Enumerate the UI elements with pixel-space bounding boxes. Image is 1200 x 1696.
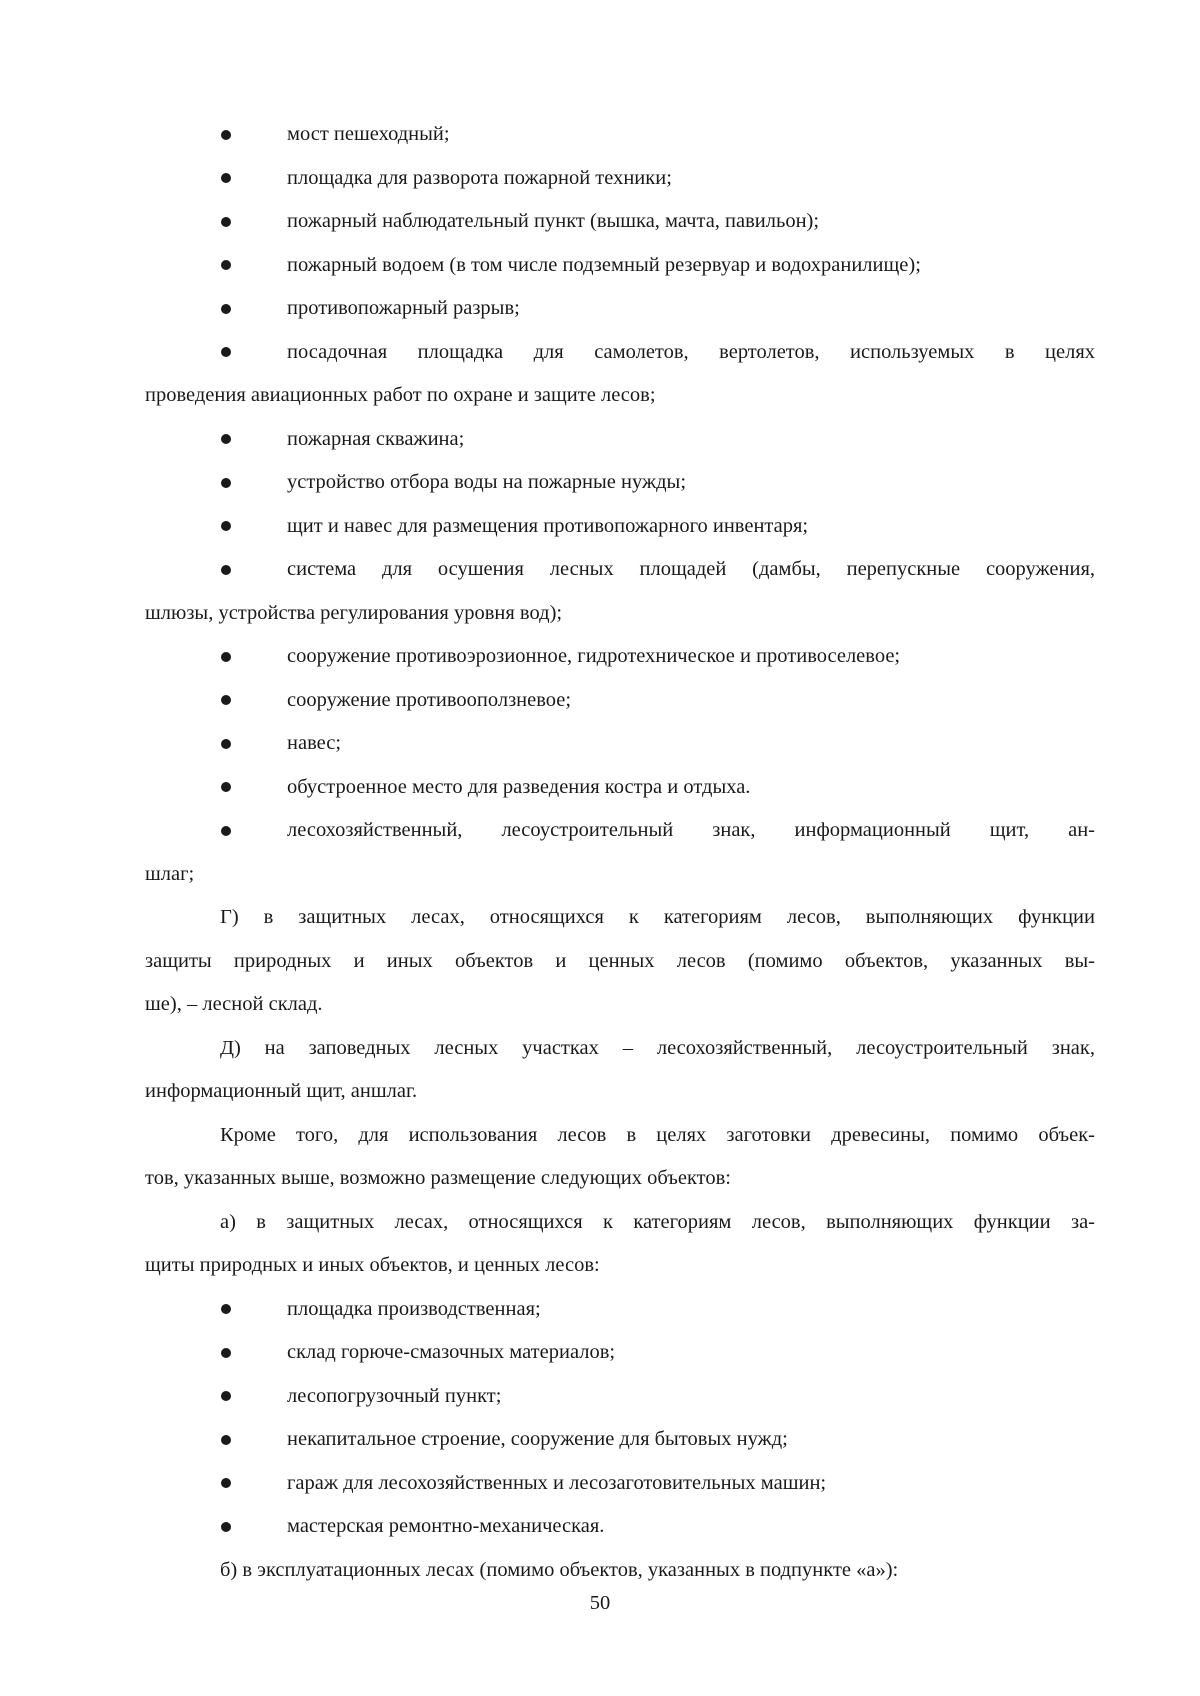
bullet-item [145, 722, 1095, 766]
bullet-item [145, 1418, 1095, 1462]
bullet-item [145, 548, 1095, 592]
bullet-item [145, 113, 1095, 157]
bullet-icon [221, 478, 231, 488]
bullet-icon [221, 1522, 231, 1532]
bullet-text: пожарный водоем (в том числе подземный резервуар и водохранилище); [287, 253, 921, 276]
bullet-item [145, 505, 1095, 549]
continuation-line: информационный щит, аншлаг. [145, 1080, 418, 1102]
bullet-icon [221, 347, 231, 357]
bullet-text: пожарная скважина; [287, 427, 465, 450]
bullet-icon [221, 1304, 231, 1314]
bullet-item [145, 1288, 1095, 1332]
bullet-icon [221, 826, 231, 836]
bullet-icon [221, 1348, 231, 1358]
bullet-icon [221, 304, 231, 314]
bullet-item [145, 287, 1095, 331]
bullet-icon [221, 434, 231, 444]
bullet-item [145, 418, 1095, 462]
bullet-icon [221, 1391, 231, 1401]
bullet-icon [221, 260, 231, 270]
paragraph-line: Г) в защитных лесах, относящихся к категориям лесов, выполняющих функции [220, 906, 1095, 928]
continuation-line: проведения авиационных работ по охране и защите лесов; [145, 384, 656, 406]
continuation-line: шлаг; [145, 862, 195, 885]
bullet-text: площадка производственная; [287, 1297, 541, 1320]
bullet-icon [221, 217, 231, 227]
bullet-text: лесопогрузочный пункт; [287, 1384, 502, 1407]
bullet-icon [221, 652, 231, 662]
bullet-icon [221, 1435, 231, 1445]
page-body [145, 113, 1095, 1592]
bullet-text: площадка для разворота пожарной техники; [287, 166, 672, 189]
bullet-text: система для осушения лесных площадей (дамбы, перепускные сооружения, [287, 558, 1095, 580]
bullet-item [145, 461, 1095, 505]
bullet-icon [221, 739, 231, 749]
bullet-text: пожарный наблюдательный пункт (вышка, мачта, павильон); [287, 210, 820, 232]
bullet-text: посадочная площадка для самолетов, вертолетов, используемых в целях [287, 340, 1095, 363]
bullet-icon [221, 1478, 231, 1488]
bullet-text: гараж для лесохозяйственных и лесозаготовительных машин; [287, 1471, 827, 1494]
bullet-text: противопожарный разрыв; [287, 297, 520, 319]
bullet-text: лесохозяйственный, лесоустроительный знак, информационный щит, ан- [287, 819, 1095, 841]
paragraph-line: б) в эксплуатационных лесах (помимо объектов, указанных в подпункте «а»): [220, 1558, 899, 1581]
bullet-item [145, 1505, 1095, 1549]
bullet-icon [221, 130, 231, 140]
paragraph-line: Д) на заповедных лесных участках – лесохозяйственный, лесоустроительный знак, [220, 1036, 1095, 1059]
continuation-line: щиты природных и иных объектов, и ценных лесов: [145, 1254, 600, 1276]
paragraph-line: а) в защитных лесах, относящихся к категориям лесов, выполняющих функции за- [220, 1210, 1095, 1233]
bullet-text: мост пешеходный; [287, 123, 450, 145]
bullet-item [145, 766, 1095, 810]
paragraph-line: Кроме того, для использования лесов в целях заготовки древесины, помимо объек- [220, 1123, 1095, 1146]
page-number: 50 [589, 1592, 611, 1614]
continuation-line: шлюзы, устройства регулирования уровня вод); [145, 601, 563, 624]
bullet-item [145, 244, 1095, 288]
bullet-text: склад горюче-смазочных материалов; [287, 1341, 616, 1363]
bullet-item [145, 157, 1095, 201]
continuation-line: ше), – лесной склад. [145, 993, 323, 1015]
bullet-text: некапитальное строение, сооружение для бытовых нужд; [287, 1428, 788, 1450]
bullet-item [145, 1331, 1095, 1375]
bullet-text: обустроенное место для разведения костра и отдыха. [287, 775, 751, 798]
bullet-text: сооружение противооползневое; [287, 688, 572, 711]
bullet-item [145, 809, 1095, 853]
bullet-text: сооружение противоэрозионное, гидротехническое и противоселевое; [287, 645, 901, 667]
bullet-text: щит и навес для размещения противопожарного инвентаря; [287, 514, 809, 537]
bullet-item [145, 1375, 1095, 1419]
bullet-item [145, 679, 1095, 723]
bullet-icon [221, 173, 231, 183]
bullet-item [145, 331, 1095, 375]
bullet-item [145, 635, 1095, 679]
bullet-icon [221, 782, 231, 792]
bullet-text: мастерская ремонтно-механическая. [287, 1515, 605, 1537]
bullet-text: устройство отбора воды на пожарные нужды; [287, 471, 687, 493]
bullet-item [145, 1462, 1095, 1506]
bullet-text: навес; [287, 732, 342, 754]
continuation-line: защиты природных и иных объектов и ценных лесов (помимо объектов, указанных вы- [145, 949, 1095, 972]
bullet-item [145, 200, 1095, 244]
bullet-icon [221, 565, 231, 575]
bullet-icon [221, 521, 231, 531]
continuation-line: тов, указанных выше, возможно размещение следующих объектов: [145, 1167, 731, 1189]
bullet-icon [221, 695, 231, 705]
